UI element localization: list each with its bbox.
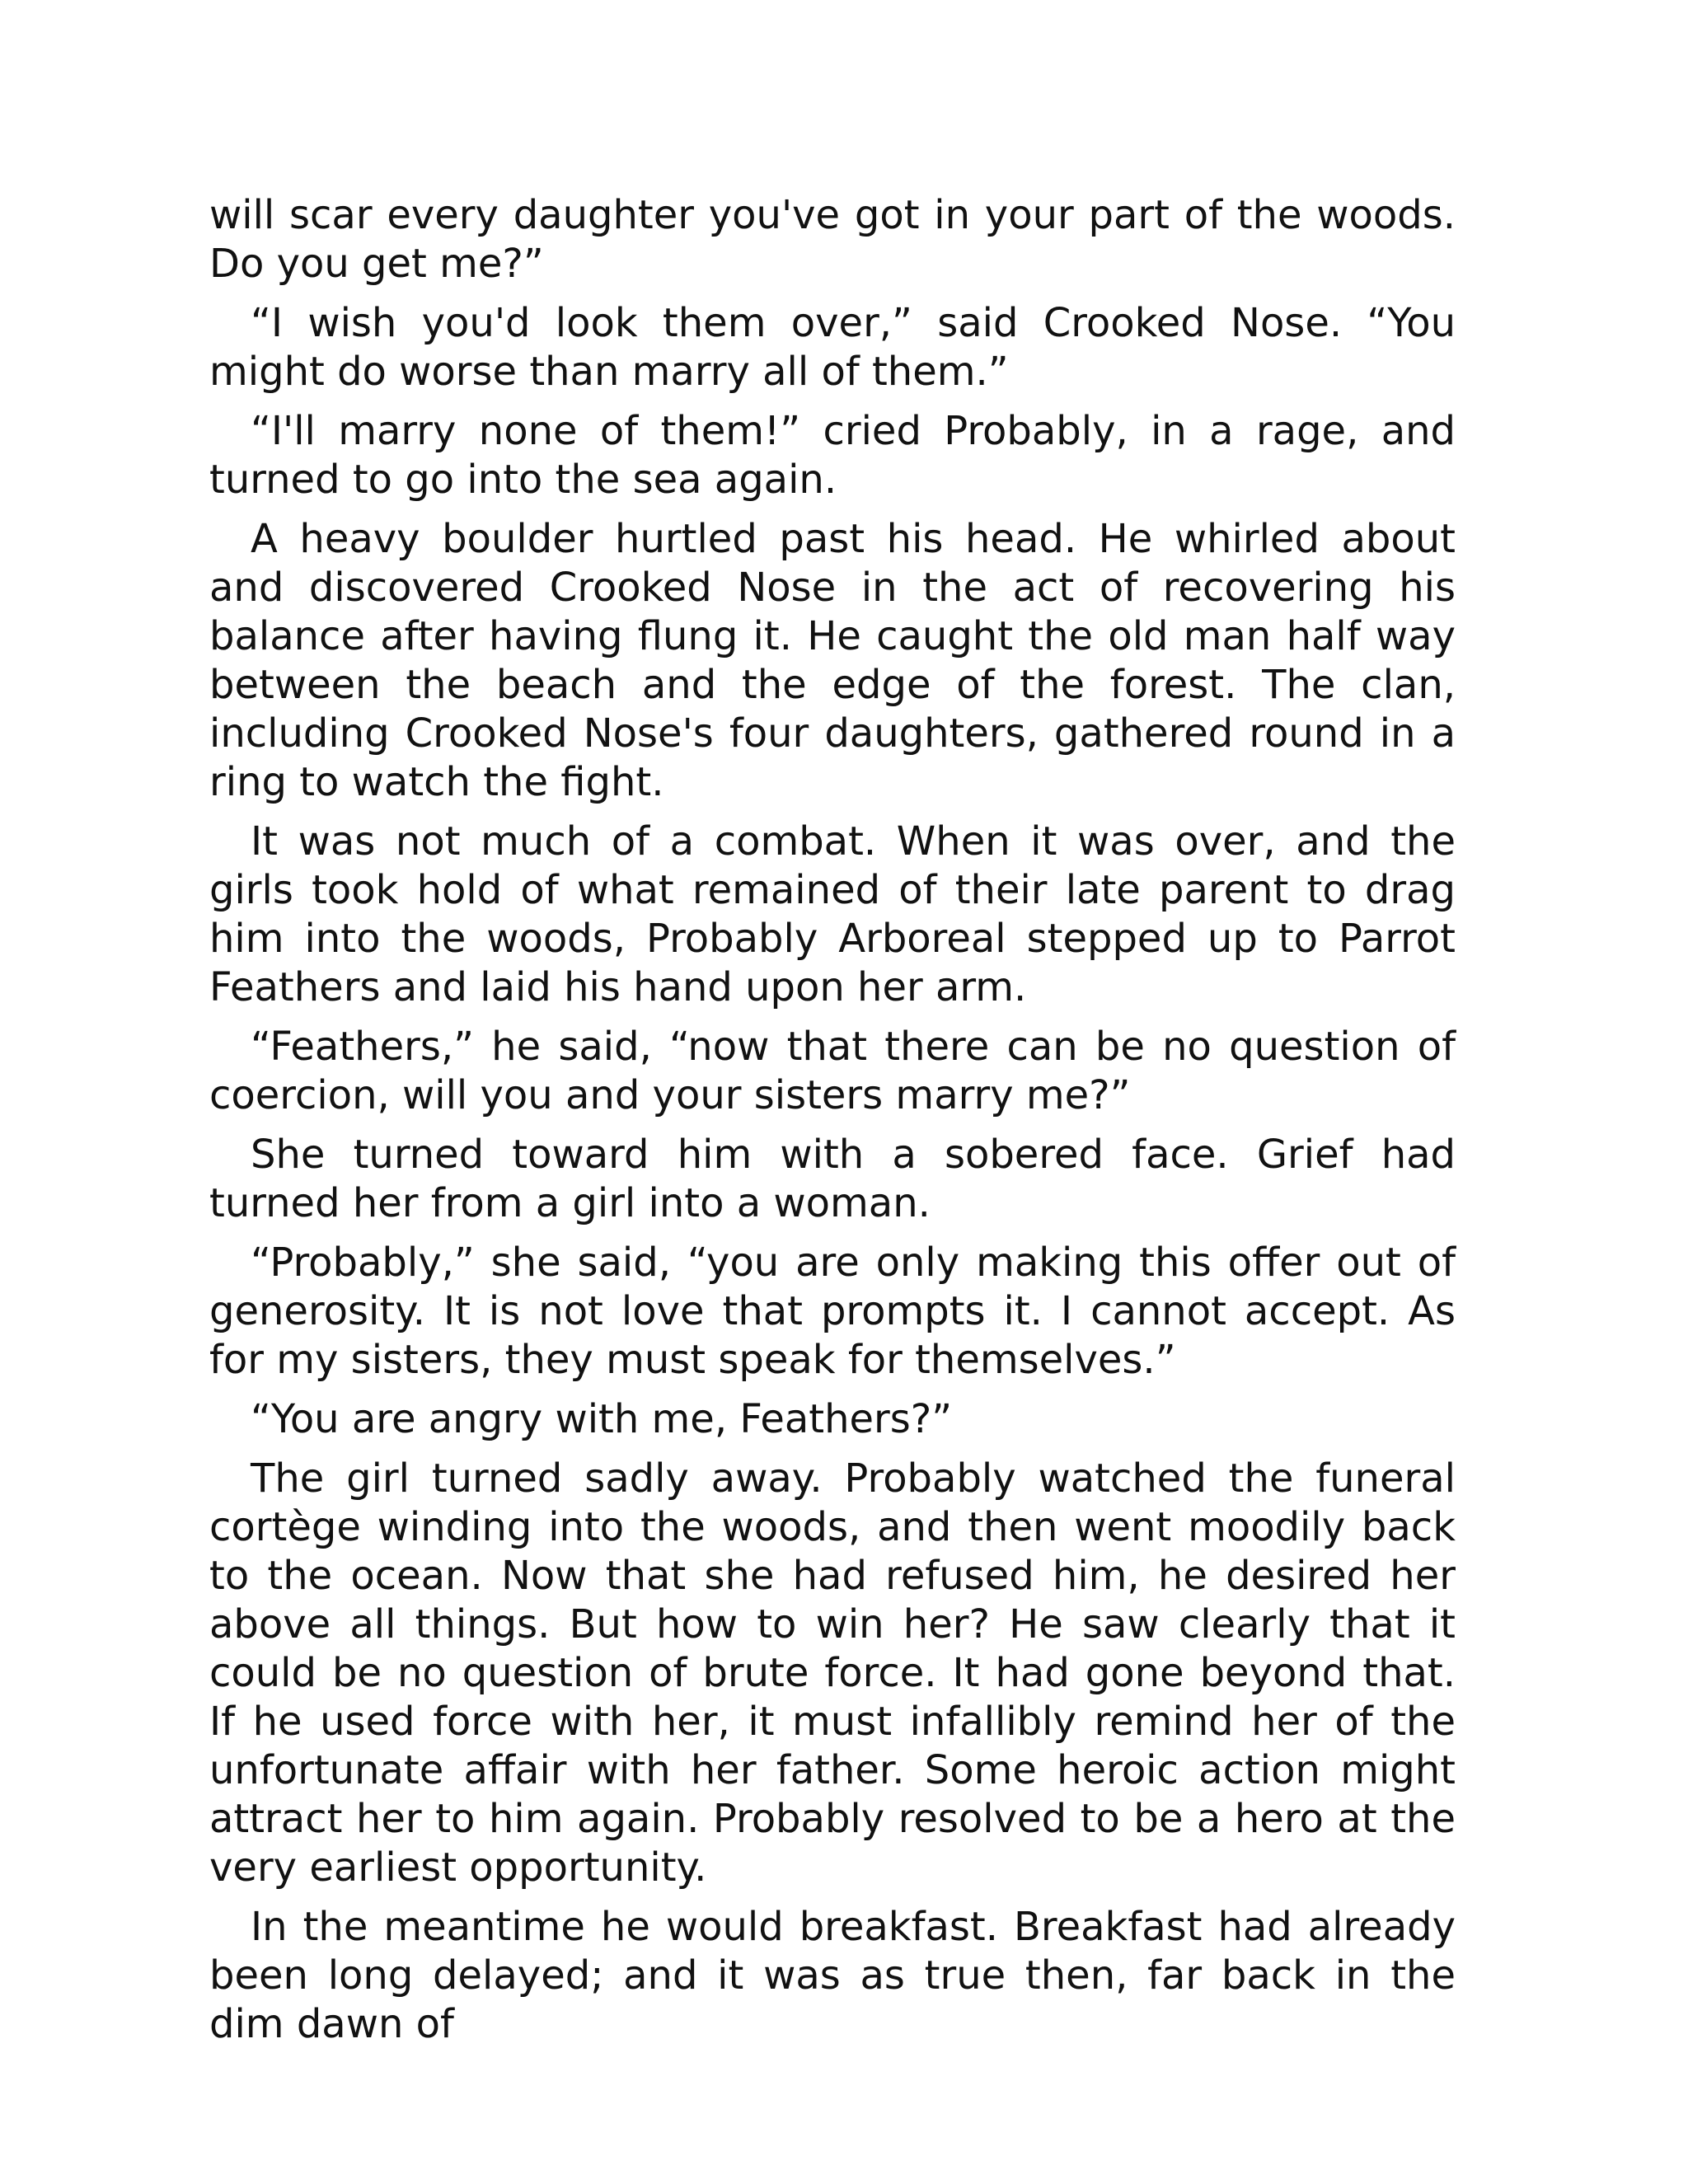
paragraph-3: “I'll marry none of them!” cried Probably, in a rage, and turned to go into the sea again.	[209, 408, 1456, 503]
paragraph-6: “Feathers,” he said, “now that there can be no question of coercion, will you and your sisters marry me?”	[209, 1024, 1456, 1118]
paragraph-10: The girl turned sadly away. Probably watched the funeral cortège winding into the woods, and then went moodily back to the ocean. Now that she had refused him, he desired her above all things. But how to win her? He saw clearly that it could be no question of brute force. It had gone beyond that. If he used force with her, it must infallibly remind her of the unfortunate affair with her father. Some heroic action might attract her to him again. Probably resolved to be a hero at the very earliest opportunity.	[209, 1455, 1456, 1891]
page-body	[209, 191, 1456, 2060]
paragraph-1: will scar every daughter you've got in your part of the woods. Do you get me?”	[209, 192, 1456, 287]
paragraph-11: In the meantime he would breakfast. Breakfast had already been long delayed; and it was as true then, far back in the dim dawn of	[209, 1904, 1456, 2047]
paragraph-9: “You are angry with me, Feathers?”	[251, 1396, 953, 1442]
paragraph-5: It was not much of a combat. When it was over, and the girls took hold of what remained of their late parent to drag him into the woods, Probably Arboreal stepped up to Parrot Feathers and laid his hand upon her arm.	[209, 818, 1456, 1010]
paragraph-7: She turned toward him with a sobered face. Grief had turned her from a girl into a woman.	[209, 1132, 1456, 1226]
paragraph-2: “I wish you'd look them over,” said Crooked Nose. “You might do worse than marry all of them.”	[209, 300, 1456, 395]
paragraph-8: “Probably,” she said, “you are only making this offer out of generosity. It is not love that prompts it. I cannot accept. As for my sisters, they must speak for themselves.”	[209, 1240, 1456, 1383]
paragraph-4: A heavy boulder hurtled past his head. He whirled about and discovered Crooked Nose in the act of recovering his balance after having flung it. He caught the old man half way between the beach and the edge of the forest. The clan, including Crooked Nose's four daughters, gathered round in a ring to watch the fight.	[209, 516, 1456, 805]
